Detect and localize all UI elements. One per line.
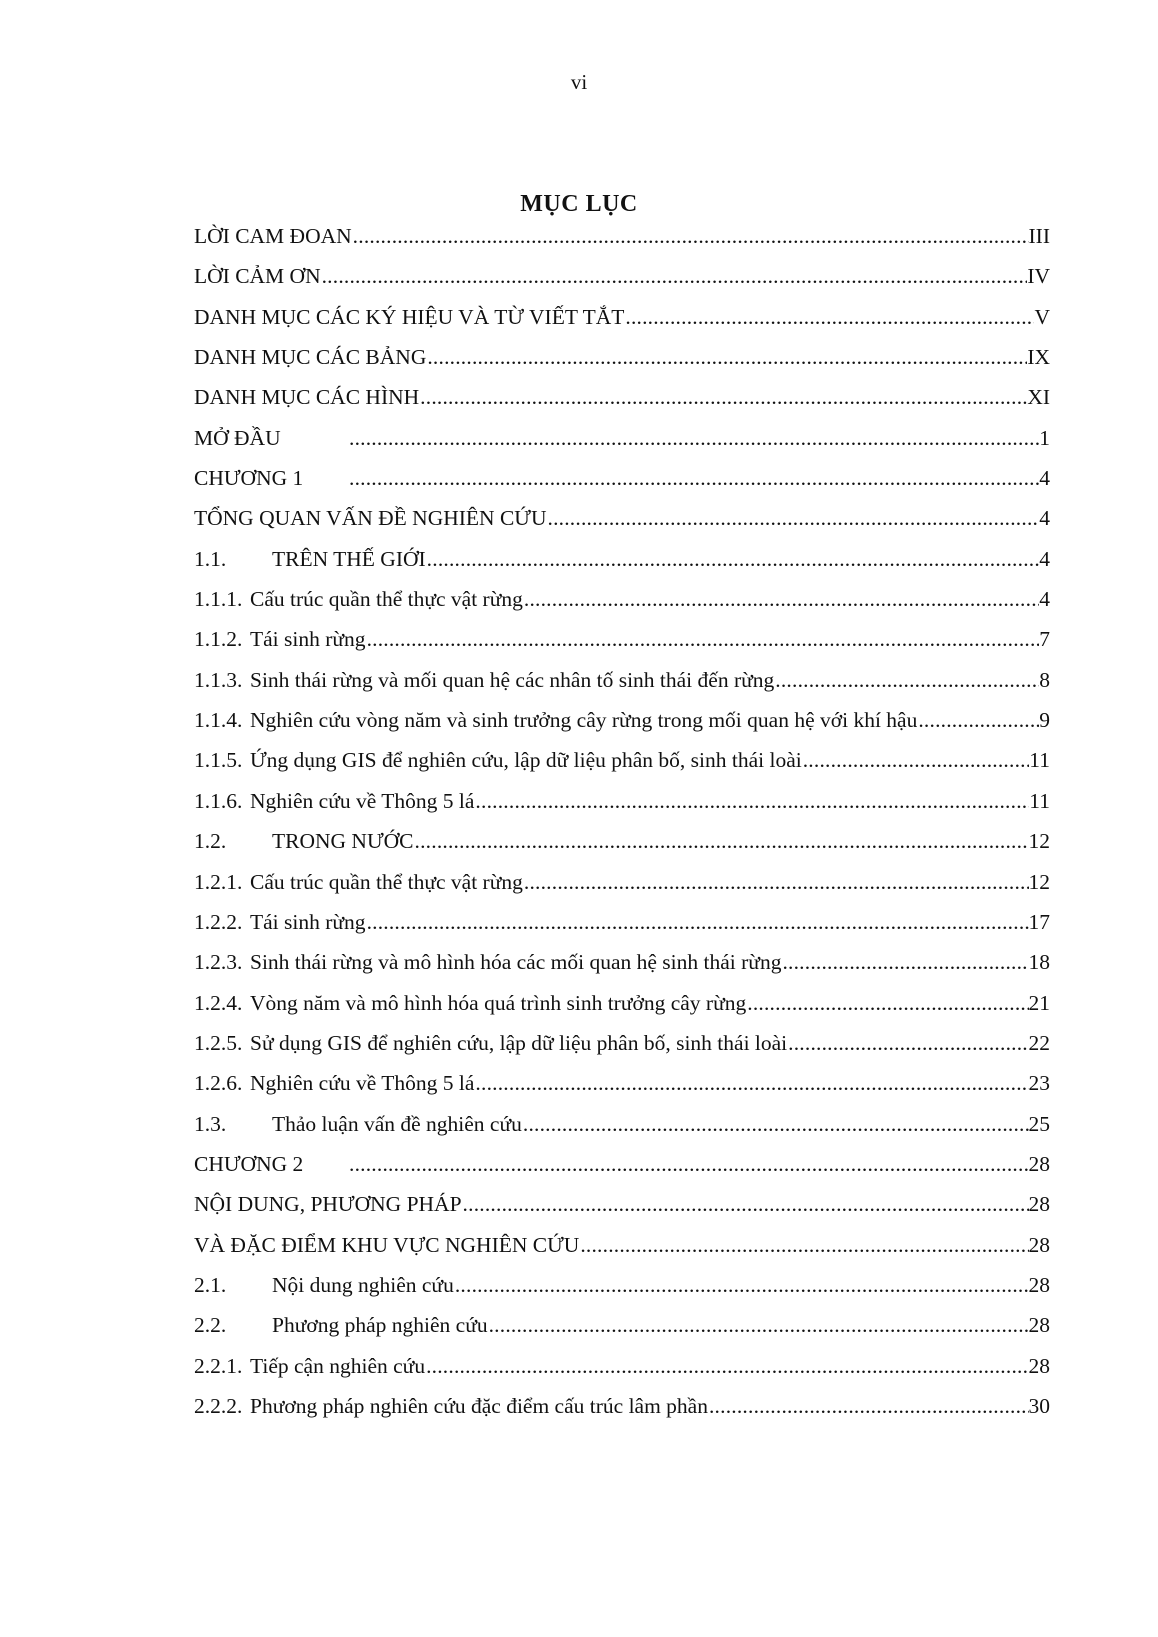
toc-entry-title: Sinh thái rừng và mối quan hệ các nhân tố sinh thái đến rừng (250, 667, 775, 692)
toc-entry-number: 1.1.1. (194, 587, 243, 612)
toc-entry-title: Nghiên cứu vòng năm và sinh trưởng cây rừng trong mối quan hệ với khí hậu (250, 708, 918, 733)
toc-entry-title: Thảo luận vấn đề nghiên cứu (272, 1111, 522, 1136)
toc-dot-leader (523, 579, 1039, 619)
toc-entry-number: 2.2. (194, 1313, 227, 1338)
toc-dot-leader (523, 862, 1029, 902)
toc-entry-page: 9 (1039, 708, 1050, 733)
toc-entry[interactable] (194, 458, 1050, 498)
toc-entry-page: 21 (1028, 990, 1050, 1015)
toc-entry-page: IV (1027, 264, 1050, 289)
toc-dot-leader (462, 1184, 1029, 1224)
toc-entry[interactable] (194, 862, 1050, 902)
toc-entry-number: CHƯƠNG 2 (194, 1151, 304, 1176)
toc-entry[interactable] (194, 1346, 1050, 1386)
toc-entry[interactable] (194, 1225, 1050, 1265)
toc-entry[interactable] (194, 1063, 1050, 1103)
toc-entry-page: III (1028, 224, 1050, 248)
toc-entry-page: 28 (1028, 1232, 1050, 1257)
toc-entry-title: LỜI CAM ĐOAN (194, 224, 352, 248)
table-of-contents (194, 216, 1050, 1426)
toc-entry-page: 4 (1039, 466, 1050, 491)
toc-entry-title: TRONG NƯỚC (272, 829, 414, 854)
toc-entry[interactable] (194, 619, 1050, 659)
toc-entry[interactable] (194, 740, 1050, 780)
toc-entry-page: 28 (1028, 1151, 1050, 1176)
toc-entry[interactable] (194, 579, 1050, 619)
toc-entry-page: 11 (1029, 788, 1050, 813)
toc-entry-title: DANH MỤC CÁC BẢNG (194, 345, 427, 370)
toc-dot-leader (917, 700, 1039, 740)
toc-entry-number: 1.1.5. (194, 748, 243, 773)
toc-entry-title: Tái sinh rừng (250, 909, 366, 934)
toc-dot-leader (348, 1144, 1029, 1184)
toc-entry-page: 23 (1028, 1071, 1050, 1096)
toc-entry-number: 1.1.2. (194, 627, 243, 652)
toc-dot-leader (366, 619, 1040, 659)
toc-dot-leader (787, 1023, 1028, 1063)
toc-entry-number: 1.1. (194, 546, 227, 571)
toc-entry-number: 1.2. (194, 829, 227, 854)
toc-entry[interactable] (194, 337, 1050, 377)
toc-entry[interactable] (194, 781, 1050, 821)
toc-dot-leader (802, 740, 1030, 780)
toc-entry-title: DANH MỤC CÁC HÌNH (194, 385, 420, 410)
toc-entry-title: Nghiên cứu về Thông 5 lá (250, 1071, 475, 1096)
toc-entry[interactable] (194, 297, 1050, 337)
toc-entry-page: 28 (1028, 1353, 1050, 1378)
toc-entry-page: XI (1027, 385, 1050, 410)
toc-entry[interactable] (194, 377, 1050, 417)
toc-entry[interactable] (194, 660, 1050, 700)
toc-dot-leader (348, 418, 1039, 458)
toc-dot-leader (522, 1104, 1029, 1144)
toc-dot-leader (579, 1225, 1028, 1265)
toc-entry-number: 1.1.3. (194, 667, 243, 692)
toc-dot-leader (419, 377, 1027, 417)
toc-entry-number: 2.2.1. (194, 1353, 243, 1378)
toc-entry-number: 2.1. (194, 1272, 227, 1297)
toc-entry[interactable] (194, 1386, 1050, 1426)
toc-entry-title: Cấu trúc quần thể thực vật rừng (250, 869, 523, 894)
toc-dot-leader (426, 337, 1027, 377)
toc-entry[interactable] (194, 498, 1050, 538)
toc-entry-number: 1.1.4. (194, 708, 243, 733)
toc-dot-leader (348, 458, 1039, 498)
toc-entry-title: Sử dụng GIS để nghiên cứu, lập dữ liệu phân bố, sinh thái loài (250, 1030, 788, 1055)
toc-dot-leader (474, 781, 1029, 821)
toc-entry-page: 28 (1028, 1272, 1050, 1297)
toc-entry[interactable] (194, 216, 1050, 256)
toc-entry[interactable] (194, 902, 1050, 942)
toc-entry[interactable] (194, 821, 1050, 861)
toc-entry-page: 18 (1028, 950, 1050, 975)
toc-dot-leader (425, 1346, 1028, 1386)
toc-dot-leader (454, 1265, 1029, 1305)
toc-entry[interactable] (194, 1305, 1050, 1345)
page-number: vi (570, 70, 588, 94)
toc-entry-title: Nội dung nghiên cứu (272, 1272, 454, 1297)
toc-entry-title: NỘI DUNG, PHƯƠNG PHÁP (194, 1192, 462, 1217)
toc-entry-title: Phương pháp nghiên cứu đặc điểm cấu trúc lâm phần (250, 1393, 708, 1418)
toc-entry[interactable] (194, 700, 1050, 740)
toc-entry-page: 17 (1028, 909, 1050, 934)
toc-entry-title: Ứng dụng GIS để nghiên cứu, lập dữ liệu phân bố, sinh thái loài (250, 748, 802, 773)
toc-dot-leader (624, 297, 1034, 337)
toc-entry-title: TRÊN THẾ GIỚI (272, 546, 426, 571)
toc-entry-page: 11 (1029, 748, 1050, 773)
toc-entry-page: 30 (1028, 1393, 1050, 1418)
toc-entry-page: 12 (1028, 829, 1050, 854)
toc-entry-title: Tiếp cận nghiên cứu (250, 1353, 426, 1378)
toc-dot-leader (321, 256, 1028, 296)
toc-entry[interactable] (194, 1265, 1050, 1305)
toc-entry-number: MỞ ĐẦU (194, 425, 281, 450)
toc-entry-number: 1.1.6. (194, 788, 243, 813)
toc-entry-title: Phương pháp nghiên cứu (272, 1313, 488, 1338)
toc-entry-page: 4 (1039, 546, 1050, 571)
toc-entry-page: 7 (1039, 627, 1050, 652)
toc-dot-leader (774, 660, 1039, 700)
toc-entry[interactable] (194, 942, 1050, 982)
toc-dot-leader (708, 1386, 1029, 1426)
toc-entry-title: VÀ ĐẶC ĐIỂM KHU VỰC NGHIÊN CỨU (194, 1232, 580, 1257)
toc-entry-title: Tái sinh rừng (250, 627, 366, 652)
toc-entry-number: 1.3. (194, 1111, 227, 1136)
toc-dot-leader (366, 902, 1029, 942)
toc-entry-number: 1.2.2. (194, 909, 243, 934)
toc-dot-leader (414, 821, 1029, 861)
toc-entry[interactable] (194, 256, 1050, 296)
toc-entry-page: 25 (1028, 1111, 1050, 1136)
toc-entry[interactable] (194, 1104, 1050, 1144)
toc-dot-leader (426, 539, 1040, 579)
toc-entry-page: V (1034, 304, 1050, 329)
toc-entry-page: 28 (1028, 1313, 1050, 1338)
toc-entry-number: CHƯƠNG 1 (194, 466, 304, 491)
toc-dot-leader (352, 216, 1029, 256)
toc-entry[interactable] (194, 983, 1050, 1023)
toc-entry-page: 22 (1028, 1030, 1050, 1055)
toc-title: MỤC LỤC (520, 191, 638, 217)
toc-entry[interactable] (194, 1023, 1050, 1063)
toc-dot-leader (746, 983, 1028, 1023)
toc-entry-title: DANH MỤC CÁC KÝ HIỆU VÀ TỪ VIẾT TẮT (194, 304, 625, 329)
toc-entry-number: 1.2.4. (194, 990, 243, 1015)
toc-entry-page: 4 (1039, 506, 1050, 531)
toc-dot-leader (547, 498, 1040, 538)
toc-entry-page: 8 (1039, 667, 1050, 692)
toc-entry-number: 1.2.5. (194, 1030, 243, 1055)
toc-entry[interactable] (194, 1144, 1050, 1184)
toc-entry-page: 1 (1039, 425, 1050, 450)
toc-entry-title: Vòng năm và mô hình hóa quá trình sinh trưởng cây rừng (250, 990, 747, 1015)
toc-entry-number: 2.2.2. (194, 1393, 243, 1418)
toc-entry-page: 12 (1028, 869, 1050, 894)
toc-entry-title: Sinh thái rừng và mô hình hóa các mối quan hệ sinh thái rừng (250, 950, 782, 975)
toc-entry-page: 4 (1039, 587, 1050, 612)
toc-entry[interactable] (194, 539, 1050, 579)
toc-entry-number: 1.2.6. (194, 1071, 243, 1096)
toc-entry[interactable] (194, 418, 1050, 458)
toc-entry[interactable] (194, 1184, 1050, 1224)
toc-entry-title: LỜI CẢM ƠN (194, 264, 321, 289)
toc-entry-page: 28 (1028, 1192, 1050, 1217)
toc-dot-leader (488, 1305, 1029, 1345)
toc-dot-leader (781, 942, 1028, 982)
toc-entry-page: IX (1027, 345, 1050, 370)
toc-entry-title: Cấu trúc quần thể thực vật rừng (250, 587, 523, 612)
toc-dot-leader (474, 1063, 1028, 1103)
toc-entry-number: 1.2.1. (194, 869, 243, 894)
toc-entry-title: Nghiên cứu về Thông 5 lá (250, 788, 475, 813)
toc-entry-title: TỔNG QUAN VẤN ĐỀ NGHIÊN CỨU (194, 506, 547, 531)
toc-entry-number: 1.2.3. (194, 950, 243, 975)
